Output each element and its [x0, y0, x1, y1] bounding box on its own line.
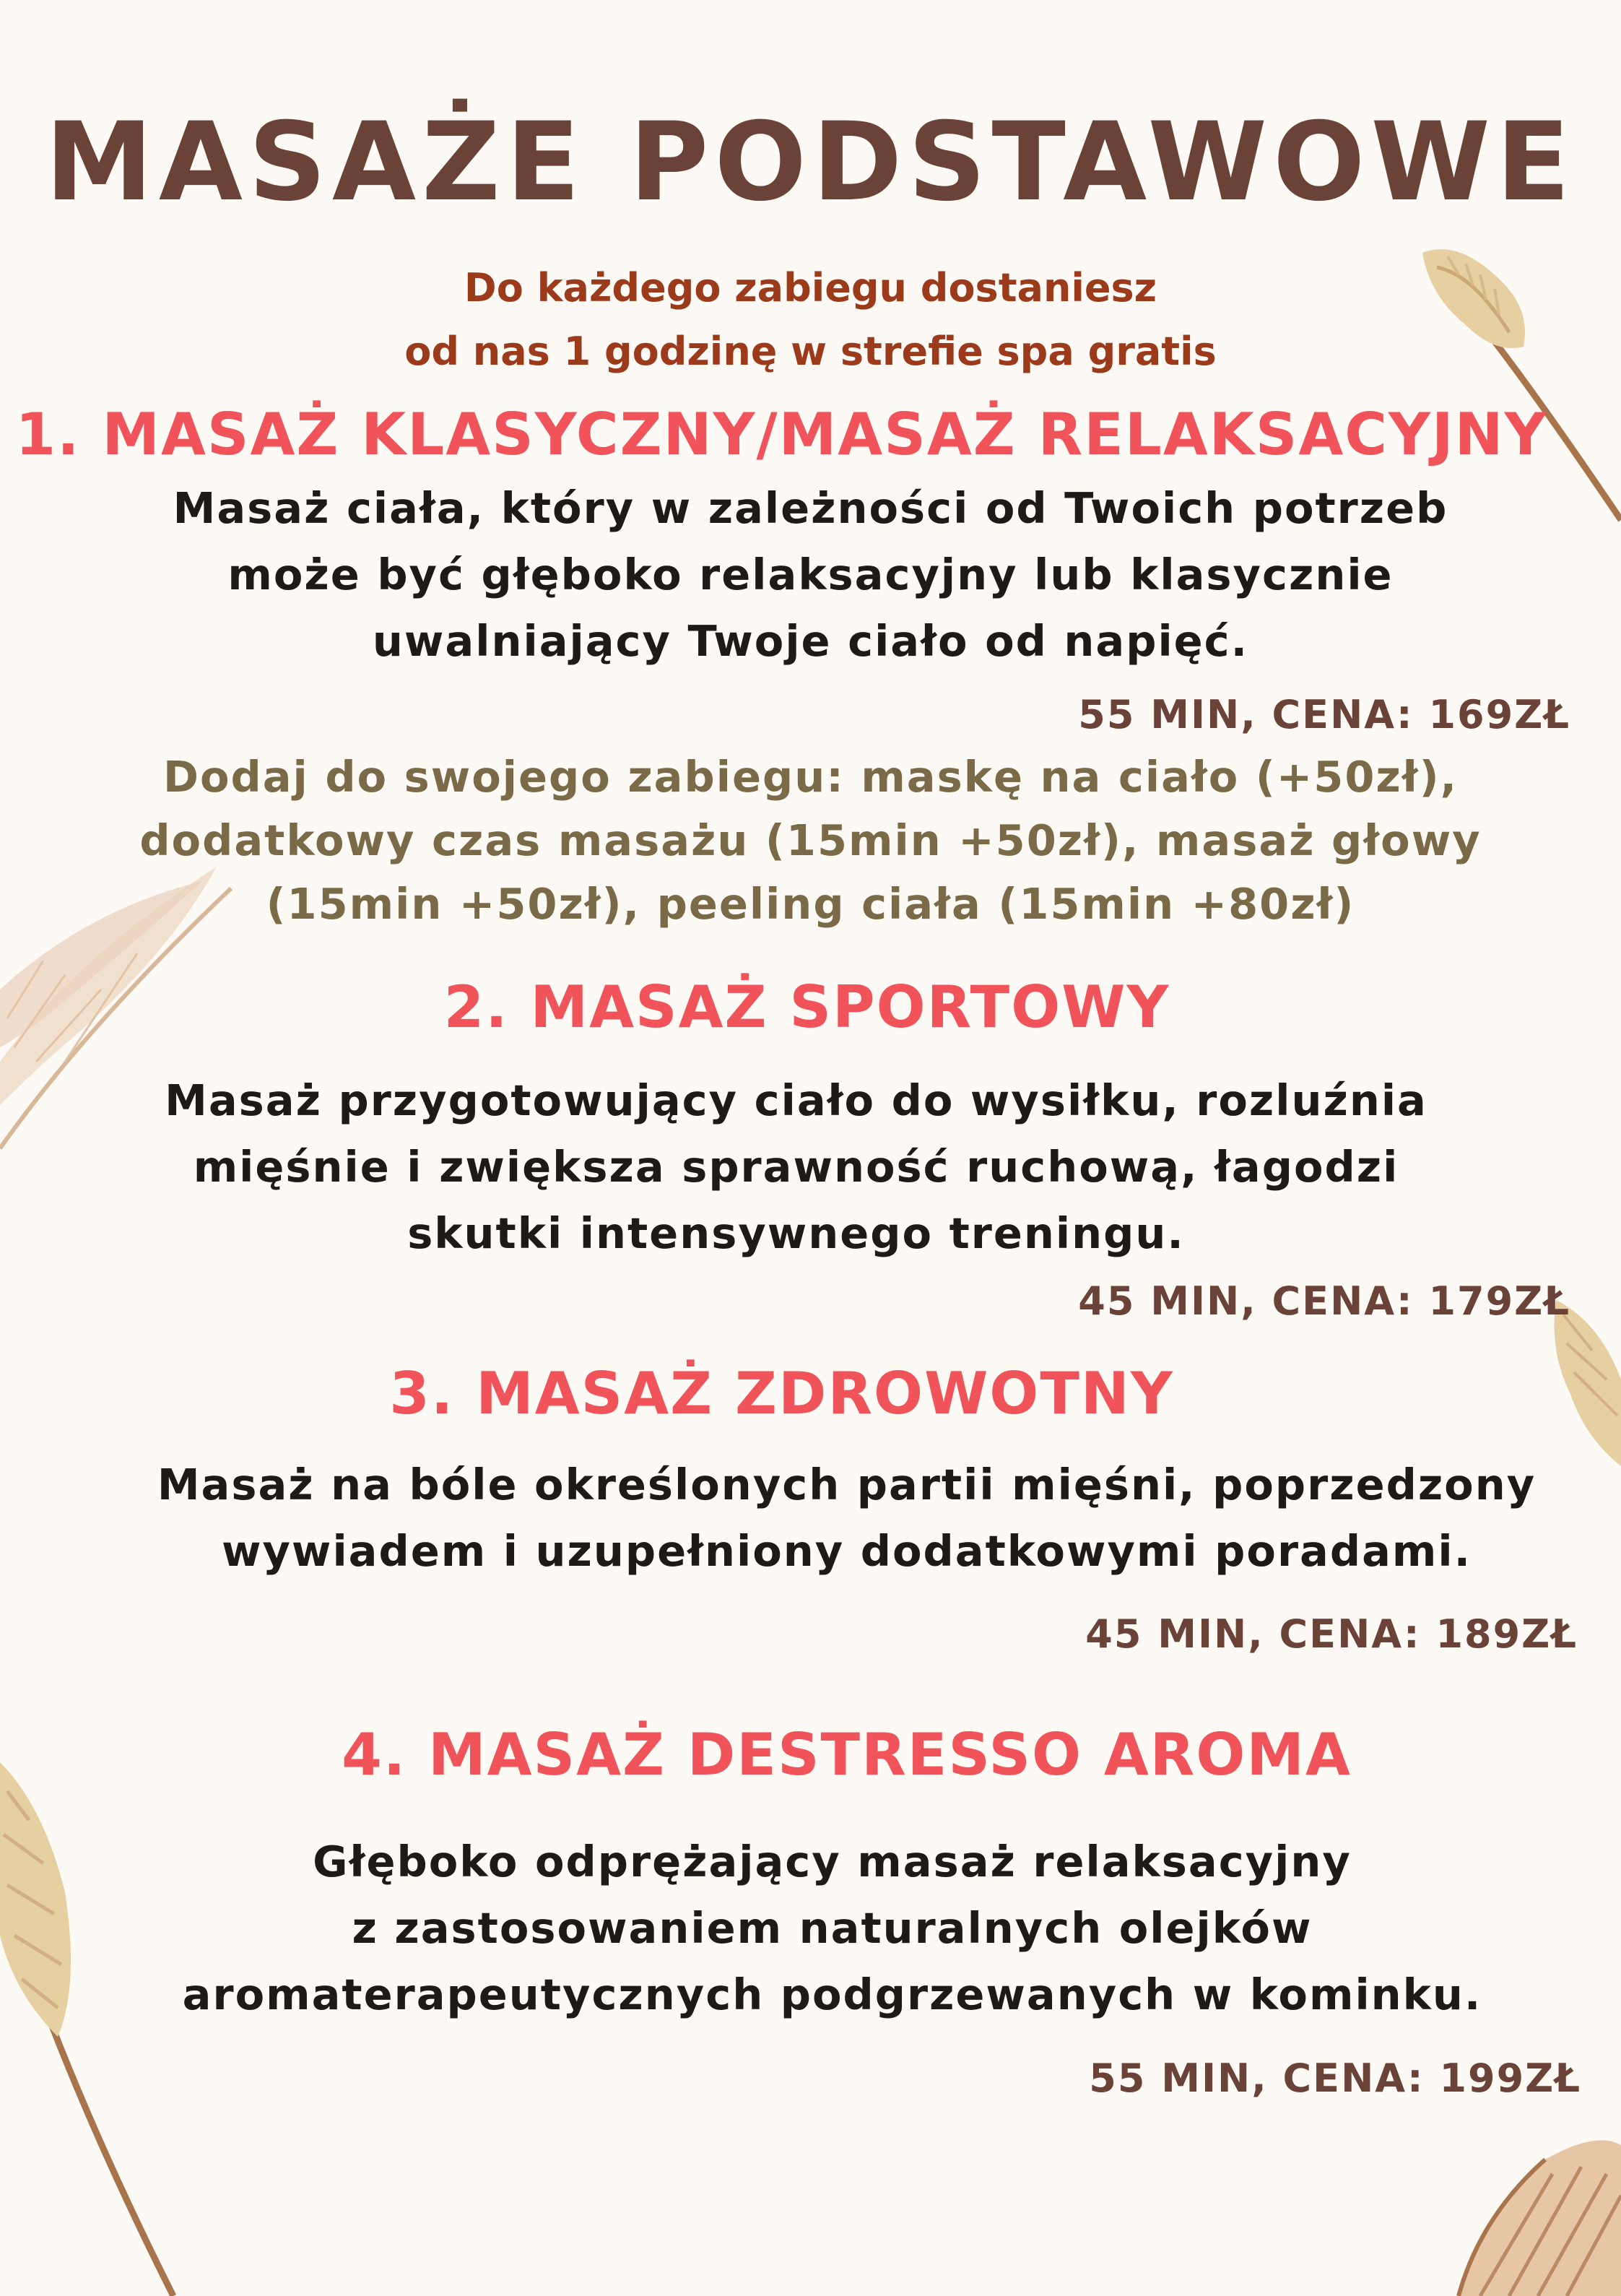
service-heading-classic: 1. MASAŻ KLASYCZNY/MASAŻ RELAKSACYJNY — [15, 401, 1548, 468]
addon-line: dodatkowy czas masażu (15min +50zł), masaż głowy — [139, 815, 1482, 865]
palm-leaf-bottom-right-icon — [1437, 2131, 1621, 2296]
service-price-sport: 45 MIN, CENA: 179ZŁ — [1078, 1278, 1570, 1324]
spa-bonus-note — [0, 256, 1621, 384]
service-price-destresso: 55 MIN, CENA: 199ZŁ — [1089, 2055, 1581, 2101]
description-line: Głęboko odprężający masaż relaksacyjny — [313, 1837, 1352, 1886]
description-line: Masaż na bóle określonych partii mięśni, poprzedzony — [157, 1460, 1537, 1509]
description-line: mięśnie i zwiększa sprawność ruchową, łagodzi — [193, 1142, 1399, 1192]
service-addons-classic — [0, 745, 1621, 936]
description-line: uwalniający Twoje ciało od napięć. — [372, 616, 1249, 666]
description-line: skutki intensywnego treningu. — [407, 1208, 1185, 1258]
service-price-health: 45 MIN, CENA: 189ZŁ — [1085, 1611, 1578, 1657]
service-price-classic: 55 MIN, CENA: 169ZŁ — [1078, 692, 1570, 737]
description-line: Masaż ciała, który w zależności od Twoich potrzeb — [173, 483, 1448, 533]
description-line: Masaż przygotowujący ciało do wysiłku, rozluźnia — [165, 1075, 1427, 1125]
service-heading-health: 3. MASAŻ ZDROWOTNY — [389, 1360, 1174, 1427]
service-heading-sport: 2. MASAŻ SPORTOWY — [443, 974, 1170, 1041]
addon-line: (15min +50zł), peeling ciała (15min +80zł) — [266, 879, 1355, 929]
description-line: wywiadem i uzupełniony dodatkowymi poradami. — [221, 1526, 1472, 1576]
service-description-classic — [0, 475, 1621, 675]
description-line: aromaterapeutycznych podgrzewanych w kominku. — [182, 1970, 1482, 2019]
description-line: może być głęboko relaksacyjny lub klasycznie — [227, 550, 1394, 599]
service-description-destresso — [22, 1829, 1621, 2028]
service-heading-destresso: 4. MASAŻ DESTRESSO AROMA — [342, 1721, 1352, 1788]
service-description-sport — [0, 1067, 1607, 1267]
addon-line: Dodaj do swojego zabiegu: maskę na ciało (+50zł), — [163, 752, 1458, 802]
spa-bonus-line: Do każdego zabiegu dostaniesz — [464, 265, 1157, 311]
spa-bonus-line: od nas 1 godzinę w strefie spa gratis — [404, 329, 1217, 374]
service-description-health — [36, 1452, 1621, 1585]
page-title: MASAŻE PODSTAWOWE — [45, 100, 1576, 225]
description-line: z zastosowaniem naturalnych olejków — [352, 1903, 1313, 1953]
